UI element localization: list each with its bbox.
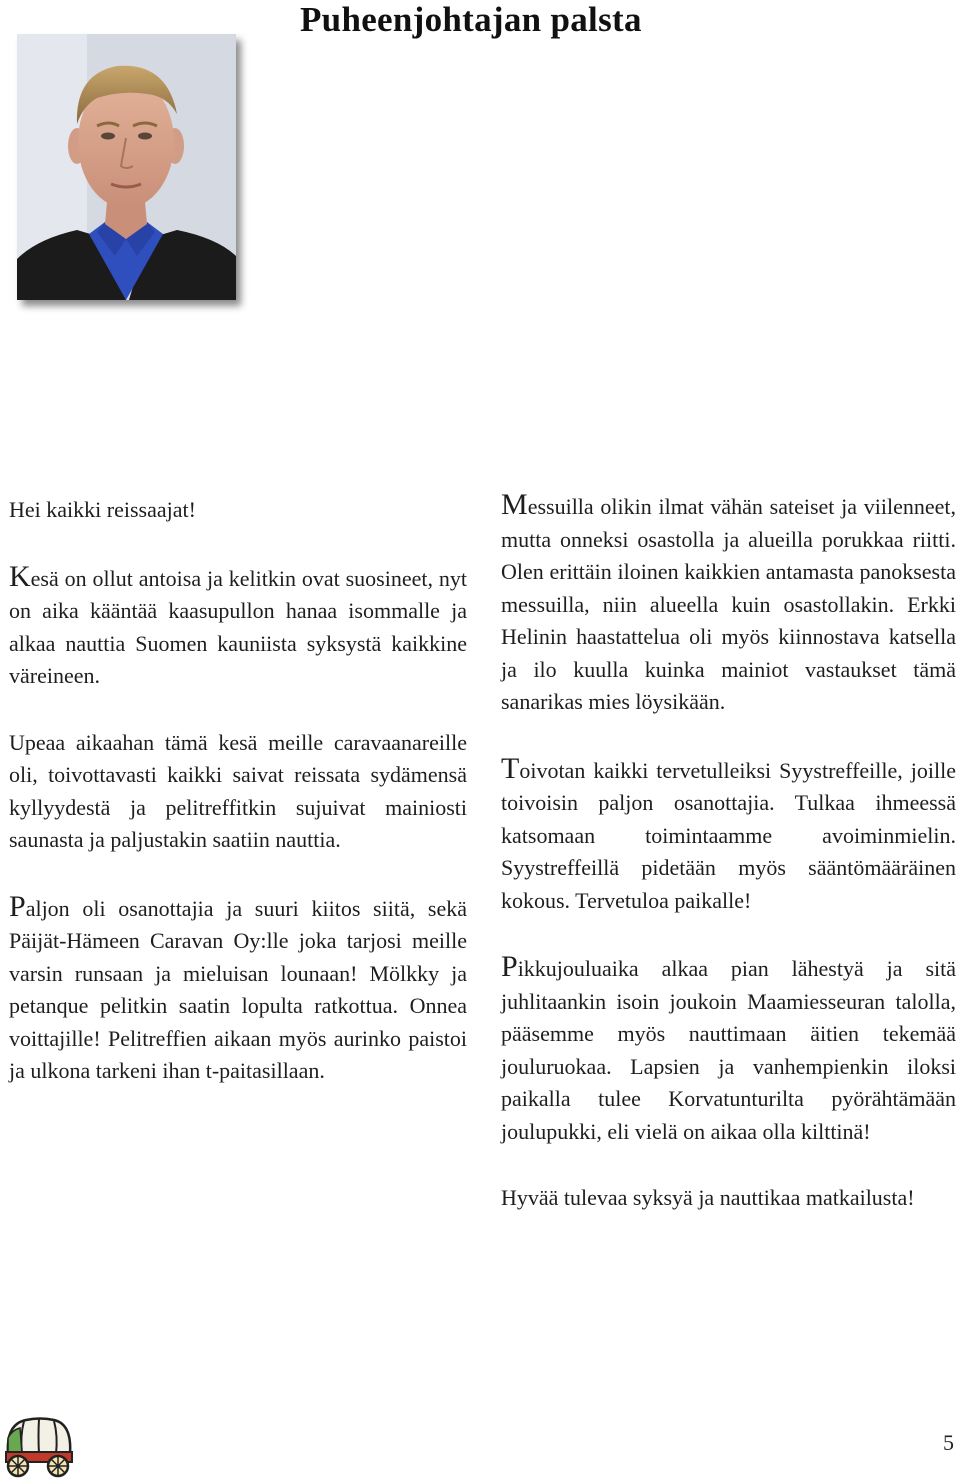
page-number: 5: [943, 1430, 954, 1455]
right-column: [501, 489, 956, 1215]
drop-letter: K: [9, 559, 31, 593]
left-paragraph-3: [9, 891, 467, 1088]
closing-line: Hyvää tulevaa syksyä ja nauttikaa matkailusta!: [501, 1185, 915, 1210]
paragraph-text: esä on ollut antoisa ja kelitkin ovat suosineet, nyt on aika kääntää kaasupullon hanaa isommalle ja alkaa nauttia Suomen kauniista syksystä kaikkine väreineen.: [9, 565, 467, 688]
left-paragraph-2: Upeaa aikaahan tämä kesä meille caravaanareille oli, toivottavasti kaikki saivat reissata sydämensä kyllyydestä ja pelitreffitkin sujuivat mainiosti saunasta ja paljustakin saatiin nauttia.: [9, 729, 467, 852]
paragraph-text: aljon oli osanottajia ja suuri kiitos siitä, sekä Päijät-Hämeen Caravan Oy:lle joka tarjosi meille varsin runsaan ja mieluisan lounaan! Mölkky ja petanque pelitkin saatin lopulta ratkottua. Onnea voittajille! Pelitreffien aikaan myös aurinko paistoi ja ulkona tarkeni ihan t-paitasillaan.: [9, 895, 467, 1083]
drop-letter: M: [501, 488, 528, 521]
right-paragraph-1: [501, 489, 956, 719]
right-paragraph-2: [501, 753, 956, 918]
right-paragraph-3: [501, 951, 956, 1148]
left-column: [9, 494, 467, 1088]
paragraph-text: essuilla olikin ilmat vähän sateiset ja viilenneet, mutta onneksi osastolla ja alueilla porukkaa riitti. Olen erittäin iloinen kaikkien antamasta panoksesta messuilla, niin alueella kuin osastollakin. Erkki Helinin haastattelua oli myös kiinnostava katsella ja ilo kuulla kuinka mainiot vastaukset tämä sanarikas mies löysikään.: [501, 494, 956, 714]
drop-letter: P: [9, 889, 26, 923]
paragraph-text: oivotan kaikki tervetulleiksi Syystreffeille, joille toivoisin paljon osanottajia. Tulkaa ihmeessä katsomaan toimintaamme avoiminmielin. Syystreffeillä pidetään myös sääntömääräinen kokous. Tervetuloa paikalle!: [501, 757, 956, 913]
greeting: Hei kaikki reissaajat!: [9, 497, 196, 522]
page-title: Puheenjohtajan palsta: [300, 0, 642, 39]
drop-letter: T: [501, 751, 520, 785]
drop-letter: P: [501, 950, 518, 983]
covered-wagon-logo-icon: [2, 1414, 78, 1478]
left-paragraph-1: [9, 561, 467, 693]
paragraph-text: ikkujouluaika alkaa pian lähestyä ja sitä juhlitaankin isoin joukoin Maamiesseuran talolla, pääsemme myös nauttimaan äitien tekemää jouluruokaa. Lapsien ja vanhempienkin iloksi paikalla tulee Korvatunturilta pyörähtämään joulupukki, eli vielä on aikaa olla kilttinä!: [501, 956, 956, 1144]
portrait-photo-icon: [17, 34, 236, 300]
